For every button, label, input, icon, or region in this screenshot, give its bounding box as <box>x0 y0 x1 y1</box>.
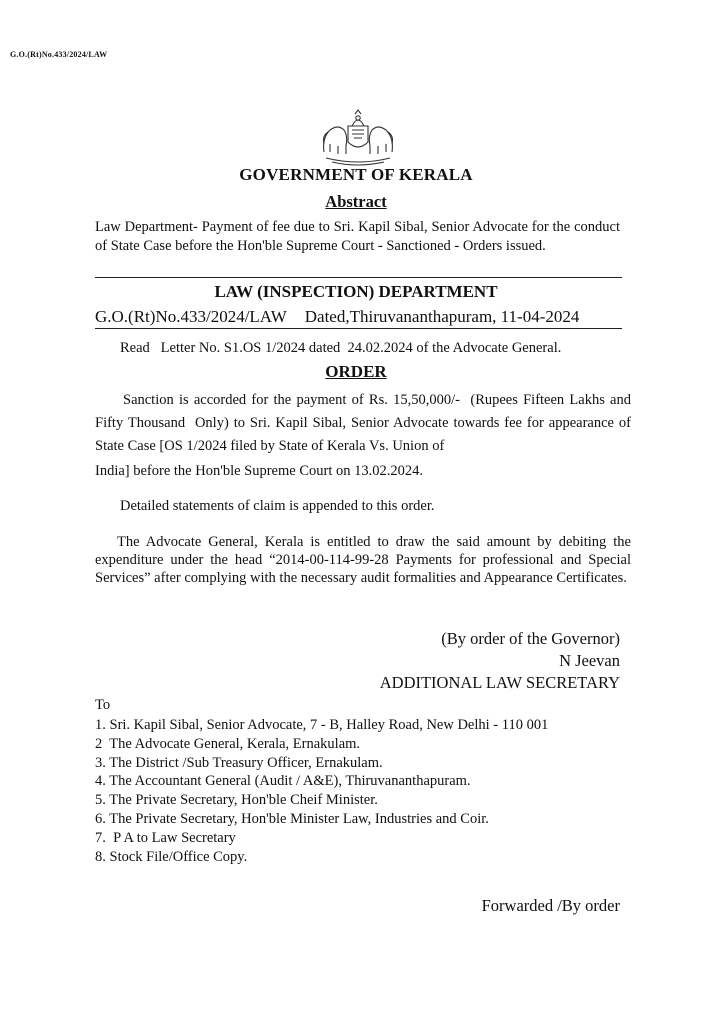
list-item: 6. The Private Secretary, Hon'ble Minister Law, Industries and Coir. <box>95 810 489 827</box>
signatory-designation: ADDITIONAL LAW SECRETARY <box>379 673 620 692</box>
divider <box>95 277 622 278</box>
kerala-state-emblem-icon <box>318 108 398 170</box>
order-paragraph-1 <box>95 389 635 483</box>
by-order-line: (By order of the Governor) <box>441 629 620 648</box>
abstract-text: Law Department- Payment of fee due to Sri. Kapil Sibal, Senior Advocate for the conduct of State Case before the Hon'ble Supreme Court - Sanctioned - Orders issued. <box>95 219 620 254</box>
to-label: To <box>95 697 111 713</box>
order-paragraph-3: The Advocate General, Kerala is entitled to draw the said amount by debiting the expenditure under the head “2014-00-114-99-28 Payments for professional and Special Services” after complying with the necessary audit formalities and Appearance Certificates. <box>95 534 631 586</box>
order-paragraph-2: Detailed statements of claim is appended to this order. <box>120 498 435 514</box>
order-paragraph-1-tail: India] before the Hon'ble Supreme Court on 13.02.2024. <box>95 463 423 479</box>
list-item: 5. The Private Secretary, Hon'ble Cheif Minister. <box>95 792 378 809</box>
department-title: LAW (INSPECTION) DEPARTMENT <box>214 282 498 301</box>
list-item: 3. The District /Sub Treasury Officer, Ernakulam. <box>95 754 383 771</box>
order-paragraph-1-main: Sanction is accorded for the payment of Rs. 15,50,000/- (Rupees Fifteen Lakhs and Fifty Thousand Only) to Sri. Kapil Sibal, Senior Advocate towards fee for appearance of State Case [OS 1/2024 filed by State of Kerala Vs. Union of <box>95 392 635 454</box>
order-heading: ORDER <box>325 362 387 381</box>
list-item: 4. The Accountant General (Audit / A&E), Thiruvananthapuram. <box>95 773 471 790</box>
distribution-list <box>95 716 655 866</box>
forwarded-by-order: Forwarded /By order <box>481 896 620 915</box>
signoff-block <box>380 628 620 694</box>
header-go-reference: G.O.(Rt)No.433/2024/LAW <box>10 50 108 59</box>
read-reference: Read Letter No. S1.OS 1/2024 dated 24.02.2024 of the Advocate General. <box>120 340 562 356</box>
go-number-line <box>95 307 625 327</box>
document-title: GOVERNMENT OF KERALA <box>239 165 473 184</box>
divider <box>95 328 622 329</box>
list-item: 7. P A to Law Secretary <box>95 829 236 846</box>
list-item: 1. Sri. Kapil Sibal, Senior Advocate, 7 - B, Halley Road, New Delhi - 110 001 <box>95 717 549 733</box>
list-item: 2 The Advocate General, Kerala, Ernakulam. <box>95 735 361 752</box>
go-number: G.O.(Rt)No.433/2024/LAW <box>95 307 287 326</box>
abstract-heading: Abstract <box>325 192 387 211</box>
list-item: 8. Stock File/Office Copy. <box>95 848 248 865</box>
go-dated: Dated,Thiruvananthapuram, 11-04-2024 <box>304 307 580 326</box>
signatory-name: N Jeevan <box>559 651 620 670</box>
